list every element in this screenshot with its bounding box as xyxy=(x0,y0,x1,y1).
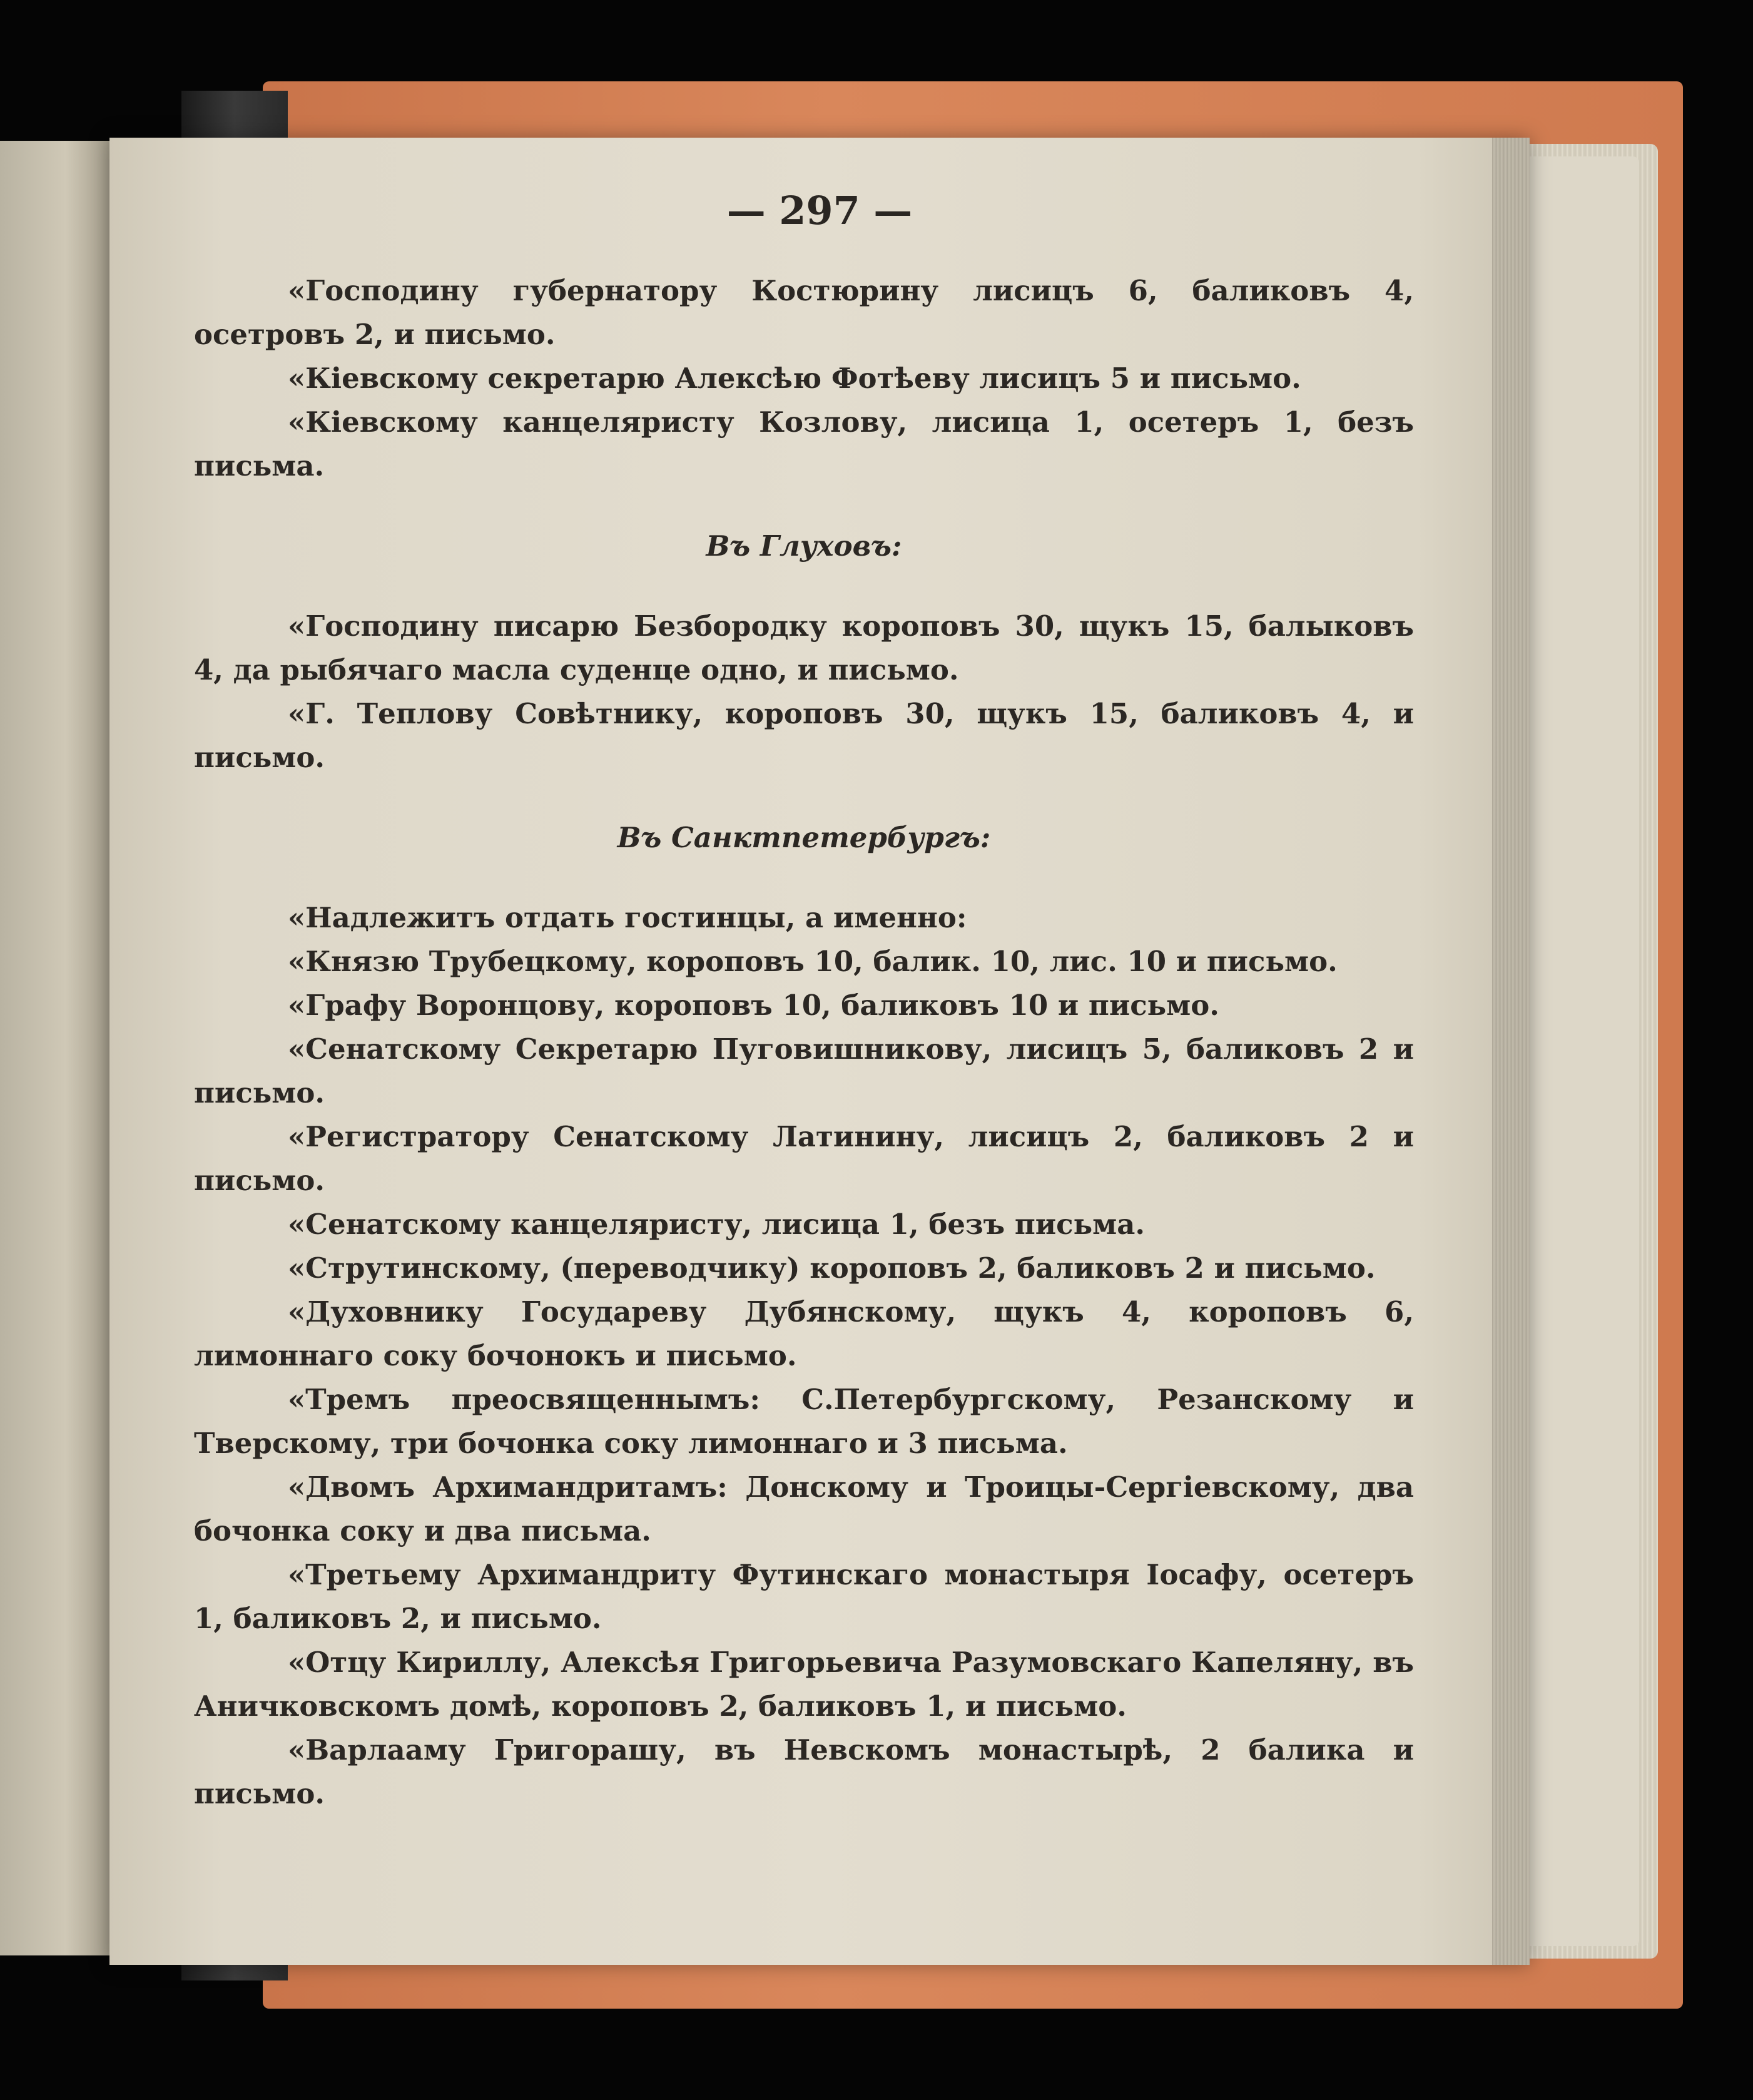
page-number: — 297 — xyxy=(726,188,913,233)
paragraph: «Князю Трубецкому, короповъ 10, балик. 10, лис. 10 и письмо. xyxy=(288,945,1338,978)
paragraph: «Господину писарю Безбородку короповъ 30, щукъ 15, балыковъ 4, да рыбячаго масла суденце одно, и письмо. xyxy=(194,609,1414,686)
left-page-edge xyxy=(0,141,109,1955)
book-page xyxy=(109,138,1530,1965)
paragraph: «Кіевскому канцеляристу Козлову, лисица 1, осетеръ 1, безъ письма. xyxy=(194,405,1414,482)
page-stack-inner xyxy=(1527,156,1639,1946)
paragraph: «Кіевскому секретарю Алексѣю Фотѣеву лисицъ 5 и письмо. xyxy=(288,362,1301,395)
page-gutter-shadow xyxy=(1492,138,1530,1965)
paragraph: «Варлааму Григорашу, въ Невскомъ монастырѣ, 2 балика и письмо. xyxy=(194,1733,1414,1810)
paragraph: «Господину губернатору Костюрину лисицъ 6, баликовъ 4, осетровъ 2, и письмо. xyxy=(194,274,1414,351)
paragraph: «Тремъ преосвященнымъ: С.Петербургскому, Резанскому и Тверскому, три бочонка соку лимоннаго и 3 письма. xyxy=(194,1383,1414,1460)
paragraph: «Третьему Архимандриту Футинскаго монастыря Іосафу, осетеръ 1, баликовъ 2, и письмо. xyxy=(194,1558,1414,1635)
paragraph: «Регистратору Сенатскому Латинину, лисицъ 2, баликовъ 2 и письмо. xyxy=(194,1120,1414,1197)
paragraph: «Надлежитъ отдать гостинцы, а именно: xyxy=(288,901,967,934)
paragraph: «Сенатскому канцеляристу, лисица 1, безъ письма. xyxy=(288,1208,1146,1241)
paragraph: «Графу Воронцову, короповъ 10, баликовъ 10 и письмо. xyxy=(288,989,1219,1022)
paragraph: «Двомъ Архимандритамъ: Донскому и Троицы-Сергіевскому, два бочонка соку и два письма. xyxy=(194,1471,1414,1547)
paragraph: «Отцу Кириллу, Алексѣя Григорьевича Разумовскаго Капеляну, въ Аничковскомъ домѣ, короповъ 2, баликовъ 1, и письмо. xyxy=(194,1646,1414,1723)
paragraph: «Сенатскому Секретарю Пуговишникову, лисицъ 5, баликовъ 2 и письмо. xyxy=(194,1032,1414,1109)
paragraph: «Духовнику Государеву Дубянскому, щукъ 4, короповъ 6, лимоннаго соку бочонокъ и письмо. xyxy=(194,1295,1414,1372)
section-heading: Въ Санктпетербургъ: xyxy=(617,821,991,854)
page-text xyxy=(194,269,1414,1816)
paragraph: «Г. Теплову Совѣтнику, короповъ 30, щукъ 15, баликовъ 4, и письмо. xyxy=(194,697,1414,774)
section-heading: Въ Глуховъ: xyxy=(706,529,902,563)
paragraph: «Струтинскому, (переводчику) короповъ 2, баликовъ 2 и письмо. xyxy=(288,1251,1376,1285)
